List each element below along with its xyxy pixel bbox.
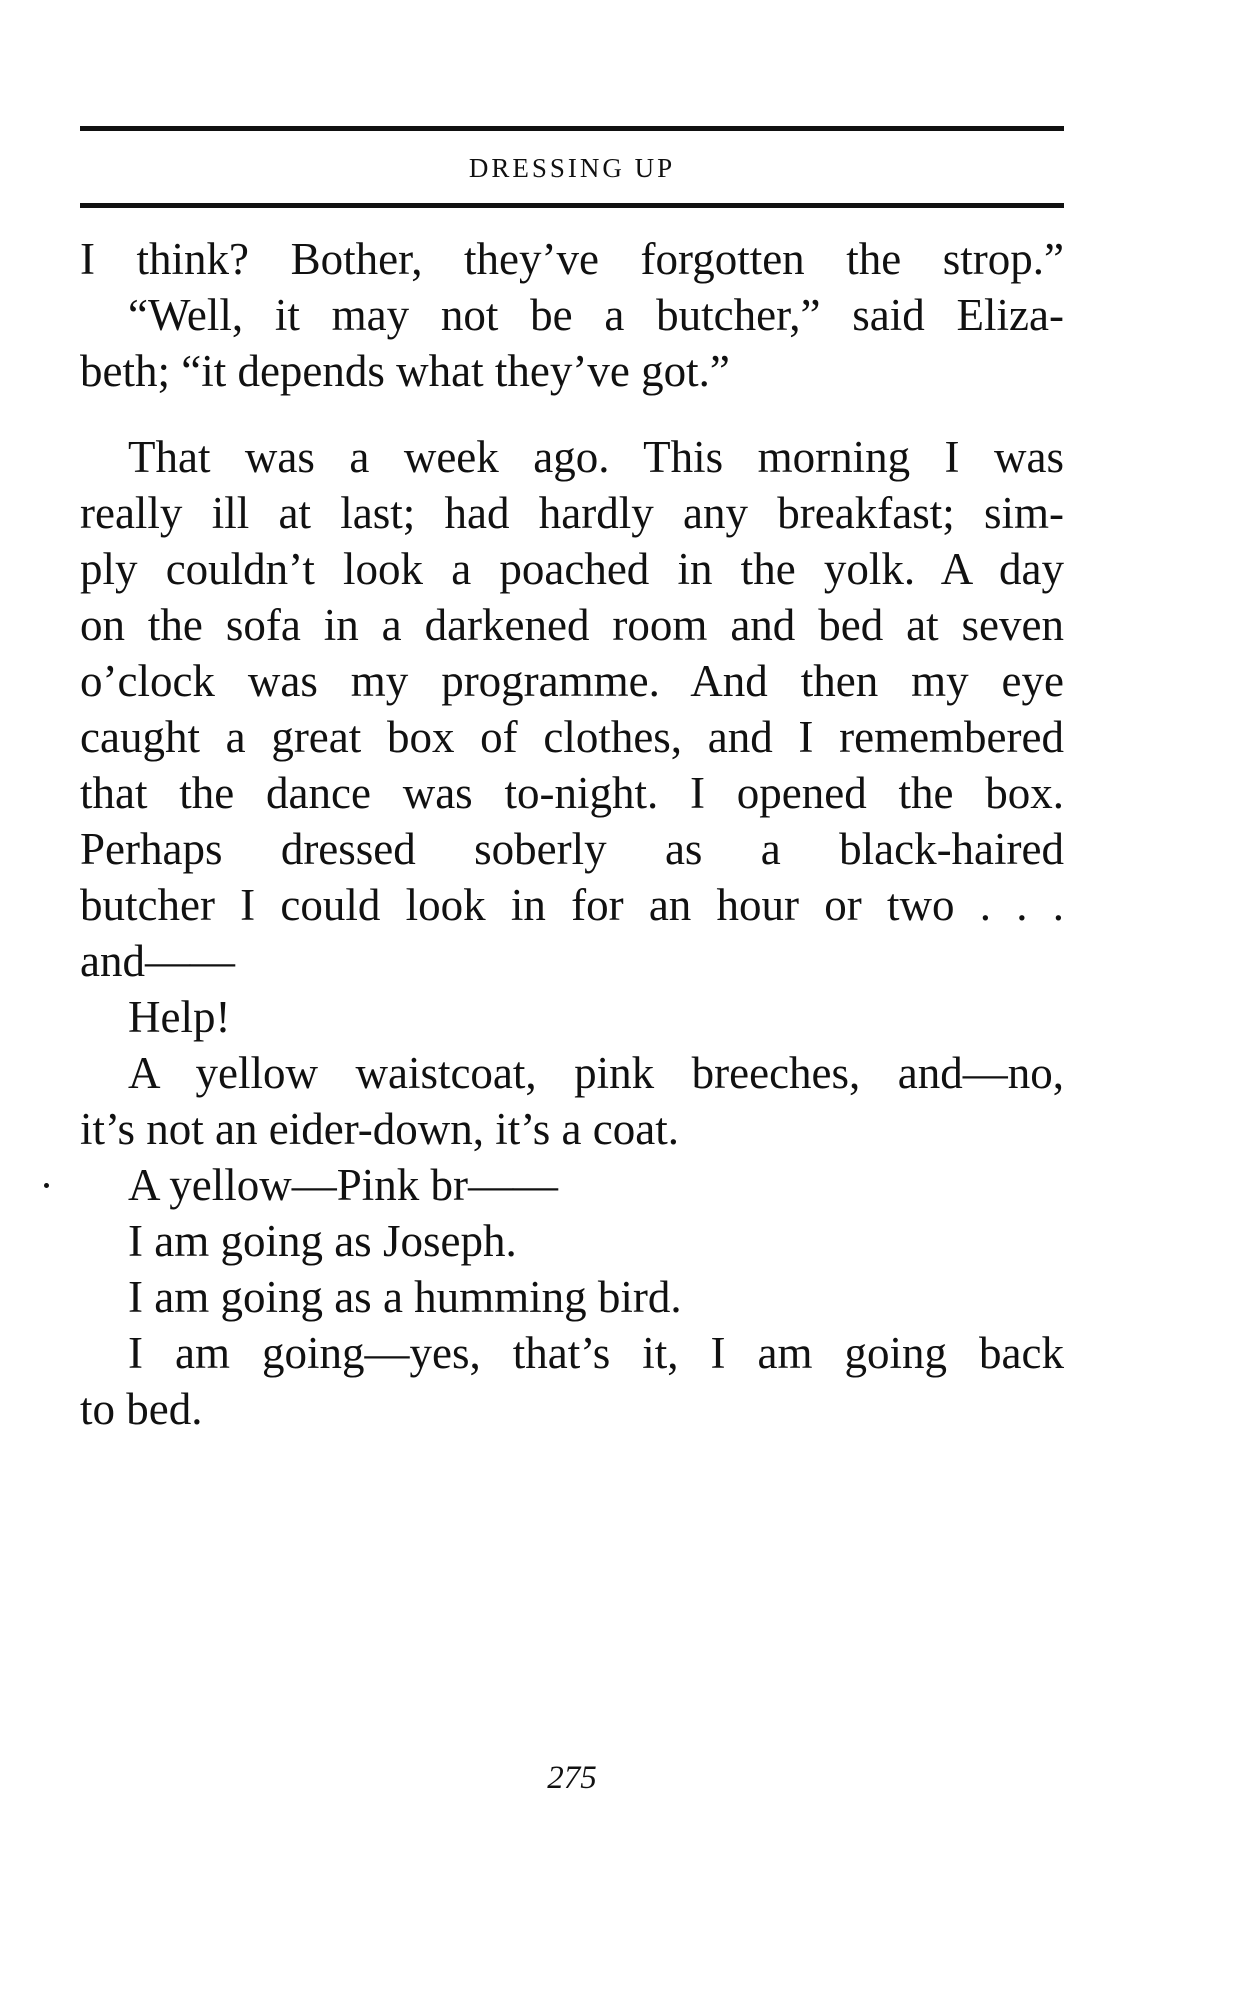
body-text	[80, 231, 1064, 1437]
text-line: Perhaps dressed soberly as a black-haired	[80, 824, 1064, 874]
text-line: I am going as a humming bird.	[128, 1272, 682, 1322]
running-head-title: DRESSING UP	[468, 153, 676, 183]
text-line: it’s not an eider-down, it’s a coat.	[80, 1104, 679, 1154]
text-line: I am going—yes, that’s it, I am going back	[128, 1328, 1064, 1378]
text-line: really ill at last; had hardly any breakfast; sim-	[80, 488, 1064, 538]
text-line: on the sofa in a darkened room and bed at seven	[80, 600, 1064, 650]
text-line: caught a great box of clothes, and I remembered	[80, 712, 1064, 762]
ink-speck	[44, 1183, 49, 1188]
header-top-rule	[80, 126, 1064, 131]
text-line: I am going as Joseph.	[128, 1216, 517, 1266]
header-bottom-rule	[80, 203, 1064, 208]
text-line: That was a week ago. This morning I was	[128, 432, 1064, 482]
page-number: 275	[547, 1760, 597, 1796]
text-line: A yellow waistcoat, pink breeches, and—no,	[128, 1048, 1064, 1098]
text-line: o’clock was my programme. And then my eye	[80, 656, 1064, 706]
text-line: Help!	[128, 992, 231, 1042]
text-line: that the dance was to-night. I opened the box.	[80, 768, 1064, 818]
text-line: I think? Bother, they’ve forgotten the strop.”	[80, 234, 1064, 284]
section-break	[80, 399, 1064, 429]
text-line: and——	[80, 936, 235, 986]
text-line: “Well, it may not be a butcher,” said Eliza-	[128, 290, 1064, 340]
text-line: butcher I could look in for an hour or two . . .	[80, 880, 1064, 930]
text-line: ply couldn’t look a poached in the yolk. A day	[80, 544, 1064, 594]
text-line: to bed.	[80, 1384, 203, 1434]
text-line: beth; “it depends what they’ve got.”	[80, 346, 730, 396]
text-line: A yellow—Pink br——	[128, 1160, 559, 1210]
